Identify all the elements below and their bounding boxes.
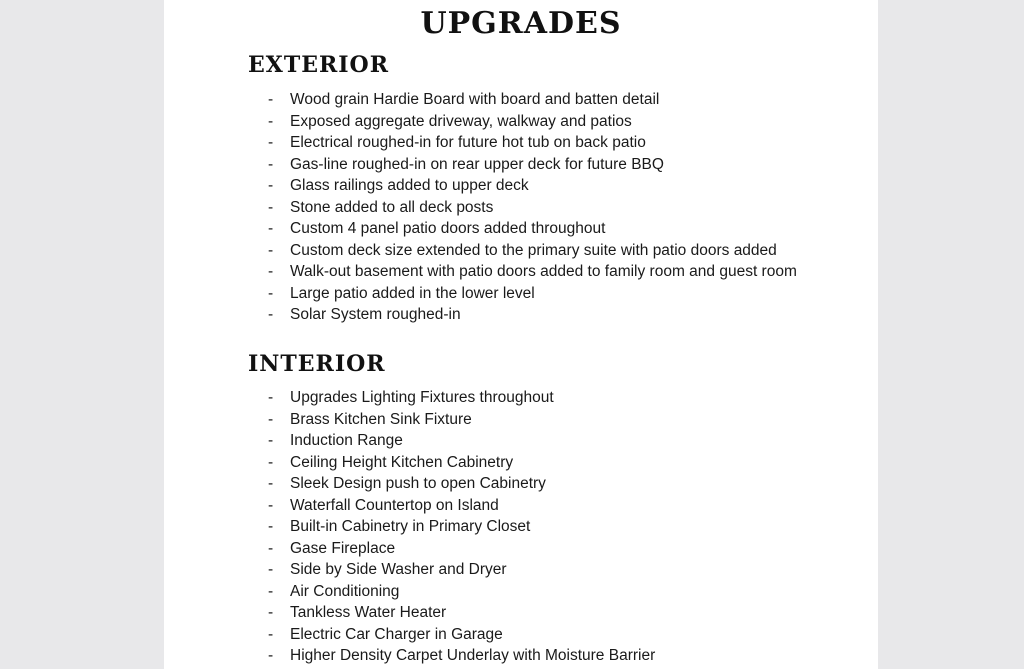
list-item-text: Large patio added in the lower level	[290, 284, 535, 302]
list-item-text: Electric Car Charger in Garage	[290, 625, 503, 643]
interior-list	[268, 387, 655, 667]
list-item	[268, 581, 655, 603]
list-item	[268, 430, 655, 452]
list-item	[268, 261, 797, 283]
list-item	[268, 473, 655, 495]
interior-heading: INTERIOR	[248, 351, 386, 377]
bullet-dash: -	[268, 625, 274, 643]
list-item	[268, 304, 797, 326]
list-item-text: Gase Fireplace	[290, 539, 396, 557]
list-item	[268, 111, 797, 133]
bullet-dash: -	[268, 198, 274, 216]
list-item-text: Sleek Design push to open Cabinetry	[290, 475, 546, 492]
list-item	[268, 495, 655, 517]
bullet-dash: -	[268, 134, 274, 151]
bullet-dash: -	[268, 561, 274, 578]
exterior-list	[268, 89, 797, 326]
list-item	[268, 240, 797, 262]
list-item-text: Walk-out basement with patio doors added to family room and guest room	[290, 263, 797, 280]
page-title: UPGRADES	[420, 6, 622, 41]
list-item-text: Higher Density Carpet Underlay with Moisture Barrier	[290, 647, 656, 664]
bullet-dash: -	[268, 241, 274, 259]
list-item-text: Brass Kitchen Sink Fixture	[290, 410, 472, 428]
bullet-dash: -	[268, 220, 274, 237]
bullet-dash: -	[268, 177, 274, 194]
list-item-text: Custom deck size extended to the primary suite with patio doors added	[290, 241, 777, 259]
list-item-text: Ceiling Height Kitchen Cabinetry	[290, 453, 514, 471]
list-item-text: Upgrades Lighting Fixtures throughout	[290, 389, 554, 406]
bullet-dash: -	[268, 263, 274, 280]
list-item-text: Glass railings added to upper deck	[290, 177, 529, 194]
list-item	[268, 89, 797, 111]
list-item-text: Electrical roughed-in for future hot tub on back patio	[290, 134, 646, 151]
bullet-dash: -	[268, 410, 274, 428]
list-item	[268, 283, 797, 305]
list-item-text: Tankless Water Heater	[290, 604, 447, 621]
list-item	[268, 624, 655, 646]
list-item	[268, 197, 797, 219]
list-item-text: Induction Range	[290, 432, 403, 449]
list-item-text: Waterfall Countertop on Island	[290, 496, 499, 514]
bullet-dash: -	[268, 475, 274, 492]
list-item	[268, 175, 797, 197]
bullet-dash: -	[268, 91, 274, 108]
bullet-dash: -	[268, 647, 274, 664]
bullet-dash: -	[268, 604, 274, 621]
list-item-text: Gas-line roughed-in on rear upper deck for future BBQ	[290, 155, 664, 173]
list-item-text: Air Conditioning	[290, 582, 400, 600]
bullet-dash: -	[268, 389, 274, 406]
bullet-dash: -	[268, 112, 274, 130]
list-item	[268, 387, 655, 409]
list-item-text: Wood grain Hardie Board with board and batten detail	[290, 91, 660, 108]
list-item	[268, 452, 655, 474]
list-item	[268, 154, 797, 176]
list-item	[268, 132, 797, 154]
bullet-dash: -	[268, 284, 274, 302]
list-item-text: Stone added to all deck posts	[290, 198, 494, 216]
list-item	[268, 645, 655, 667]
list-item	[268, 602, 655, 624]
list-item	[268, 559, 655, 581]
list-item	[268, 409, 655, 431]
bullet-dash: -	[268, 582, 274, 600]
bullet-dash: -	[268, 453, 274, 471]
list-item-text: Exposed aggregate driveway, walkway and patios	[290, 112, 632, 130]
bullet-dash: -	[268, 539, 274, 557]
list-item	[268, 218, 797, 240]
bullet-dash: -	[268, 496, 274, 514]
list-item-text: Solar System roughed-in	[290, 306, 461, 323]
bullet-dash: -	[268, 432, 274, 449]
list-item-text: Side by Side Washer and Dryer	[290, 561, 507, 578]
bullet-dash: -	[268, 306, 274, 323]
exterior-heading: EXTERIOR	[248, 52, 389, 78]
bullet-dash: -	[268, 155, 274, 173]
list-item-text: Custom 4 panel patio doors added throughout	[290, 220, 606, 237]
list-item-text: Built-in Cabinetry in Primary Closet	[290, 518, 531, 535]
bullet-dash: -	[268, 518, 274, 535]
list-item	[268, 516, 655, 538]
document-page	[164, 0, 878, 669]
list-item	[268, 538, 655, 560]
